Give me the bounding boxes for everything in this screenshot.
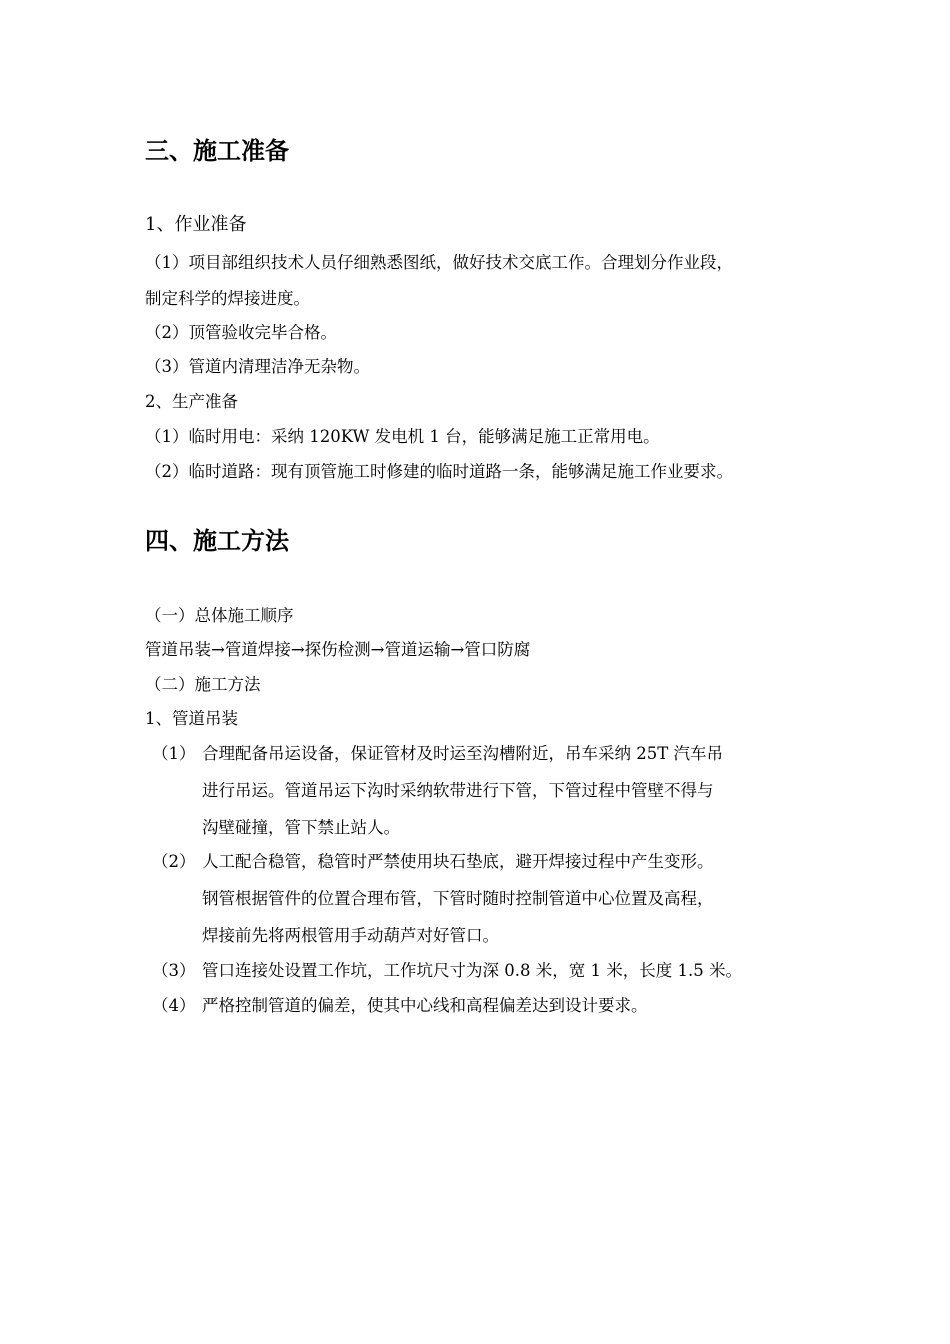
list-item-line: 沟壁碰撞，管下禁止站人。	[202, 818, 400, 837]
list-item-line: 焊接前先将两根管用手动葫芦对好管口。	[202, 926, 499, 945]
subheading-overall-sequence: （一）总体施工顺序	[145, 606, 294, 625]
paragraph-line: （1）项目部组织技术人员仔细熟悉图纸，做好技术交底工作。合理划分作业段，	[145, 253, 733, 272]
list-item-line: 人工配合稳管，稳管时严禁使用块石垫底，避开焊接过程中产生变形。	[202, 852, 714, 871]
section-heading-preparation: 三、施工准备	[145, 137, 289, 165]
paragraph-line: （2）顶管验收完毕合格。	[145, 323, 337, 342]
list-item-line: 管口连接处设置工作坑，工作坑尺寸为深 0.8 米，宽 1 米，长度 1.5 米。	[202, 961, 742, 980]
paragraph-line: 制定科学的焊接进度。	[145, 289, 310, 308]
paragraph-line: （3）管道内清理洁净无杂物。	[145, 357, 370, 376]
process-flow: 管道吊装→管道焊接→探伤检测→管道运输→管口防腐	[145, 640, 531, 659]
list-item-line: 合理配备吊运设备，保证管材及时运至沟槽附近，吊车采纳 25T 汽车吊	[202, 744, 723, 763]
list-item-line: 钢管根据管件的位置合理布管，下管时随时控制管道中心位置及高程，	[202, 889, 714, 908]
subheading-production-preparation: 2、生产准备	[145, 392, 238, 411]
list-item-number: （2）	[152, 852, 196, 871]
subheading-work-preparation: 1、作业准备	[145, 214, 247, 235]
subheading-construction-method: （二）施工方法	[145, 675, 261, 694]
list-item-line: 进行吊运。管道吊运下沟时采纳软带进行下管，下管过程中管壁不得与	[202, 781, 714, 800]
subheading-pipe-hoisting: 1、管道吊装	[145, 709, 238, 728]
list-item-number: （4）	[152, 996, 196, 1015]
list-item-number: （3）	[152, 961, 196, 980]
paragraph-line: （1）临时用电：采纳 120KW 发电机 1 台，能够满足施工正常用电。	[145, 427, 660, 446]
section-heading-methods: 四、施工方法	[145, 527, 289, 555]
list-item-number: （1）	[152, 744, 196, 763]
paragraph-line: （2）临时道路：现有顶管施工时修建的临时道路一条，能够满足施工作业要求。	[145, 462, 733, 481]
list-item-line: 严格控制管道的偏差，使其中心线和高程偏差达到设计要求。	[202, 996, 648, 1015]
